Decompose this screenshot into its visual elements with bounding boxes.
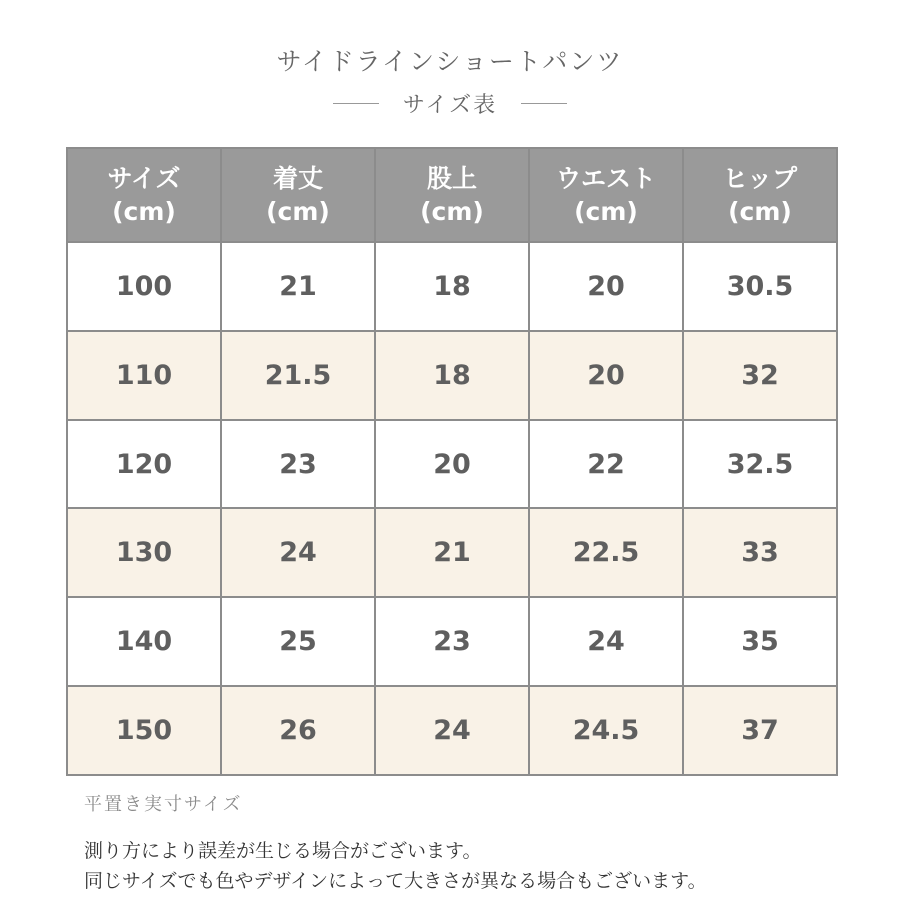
right-divider: [521, 103, 567, 104]
cell-length: 21: [221, 242, 375, 331]
cell-rise: 23: [375, 597, 529, 686]
disclaimer-line: 同じサイズでも色やデザインによって大きさが異なる場合もございます。: [84, 870, 707, 892]
header-unit: (cm): [420, 197, 484, 226]
cell-hip: 30.5: [683, 242, 837, 331]
header-length: [221, 148, 375, 242]
header-unit: (cm): [112, 197, 176, 226]
cell-hip: 33: [683, 508, 837, 597]
header-label: 股上: [426, 164, 477, 193]
disclaimer-notes: [84, 836, 707, 896]
cell-rise: 18: [375, 242, 529, 331]
cell-size: 140: [67, 597, 221, 686]
table-row: [67, 242, 837, 331]
cell-waist: 24: [529, 597, 683, 686]
cell-rise: 24: [375, 686, 529, 775]
header-size: [67, 148, 221, 242]
header-hip: [683, 148, 837, 242]
cell-size: 120: [67, 420, 221, 509]
header-unit: (cm): [266, 197, 330, 226]
cell-rise: 18: [375, 331, 529, 420]
cell-length: 21.5: [221, 331, 375, 420]
cell-size: 130: [67, 508, 221, 597]
header-unit: (cm): [574, 197, 638, 226]
cell-hip: 35: [683, 597, 837, 686]
cell-waist: 22.5: [529, 508, 683, 597]
cell-waist: 22: [529, 420, 683, 509]
cell-hip: 37: [683, 686, 837, 775]
cell-waist: 20: [529, 242, 683, 331]
cell-length: 23: [221, 420, 375, 509]
size-chart-table: [66, 147, 838, 776]
table-row: [67, 508, 837, 597]
cell-waist: 24.5: [529, 686, 683, 775]
cell-waist: 20: [529, 331, 683, 420]
cell-rise: 21: [375, 508, 529, 597]
header-label: ウエスト: [555, 164, 656, 193]
header-rise: [375, 148, 529, 242]
table-header-row: [67, 148, 837, 242]
cell-length: 26: [221, 686, 375, 775]
header-unit: (cm): [728, 197, 792, 226]
product-title: サイドラインショートパンツ: [276, 47, 624, 76]
table-row: [67, 331, 837, 420]
cell-size: 110: [67, 331, 221, 420]
cell-length: 25: [221, 597, 375, 686]
cell-size: 100: [67, 242, 221, 331]
cell-hip: 32: [683, 331, 837, 420]
header-label: 着丈: [272, 164, 323, 193]
measurement-method-note: 平置き実寸サイズ: [84, 794, 243, 815]
header-label: ヒップ: [722, 164, 798, 193]
subtitle-row: [0, 88, 900, 119]
cell-length: 24: [221, 508, 375, 597]
header-waist: [529, 148, 683, 242]
cell-rise: 20: [375, 420, 529, 509]
table-row: [67, 420, 837, 509]
left-divider: [333, 103, 379, 104]
disclaimer-line: 測り方により誤差が生じる場合がございます。: [84, 840, 482, 862]
table-row: [67, 686, 837, 775]
table-row: [67, 597, 837, 686]
header-label: サイズ: [107, 164, 181, 193]
size-chart-heading: サイズ表: [402, 93, 498, 118]
cell-size: 150: [67, 686, 221, 775]
cell-hip: 32.5: [683, 420, 837, 509]
